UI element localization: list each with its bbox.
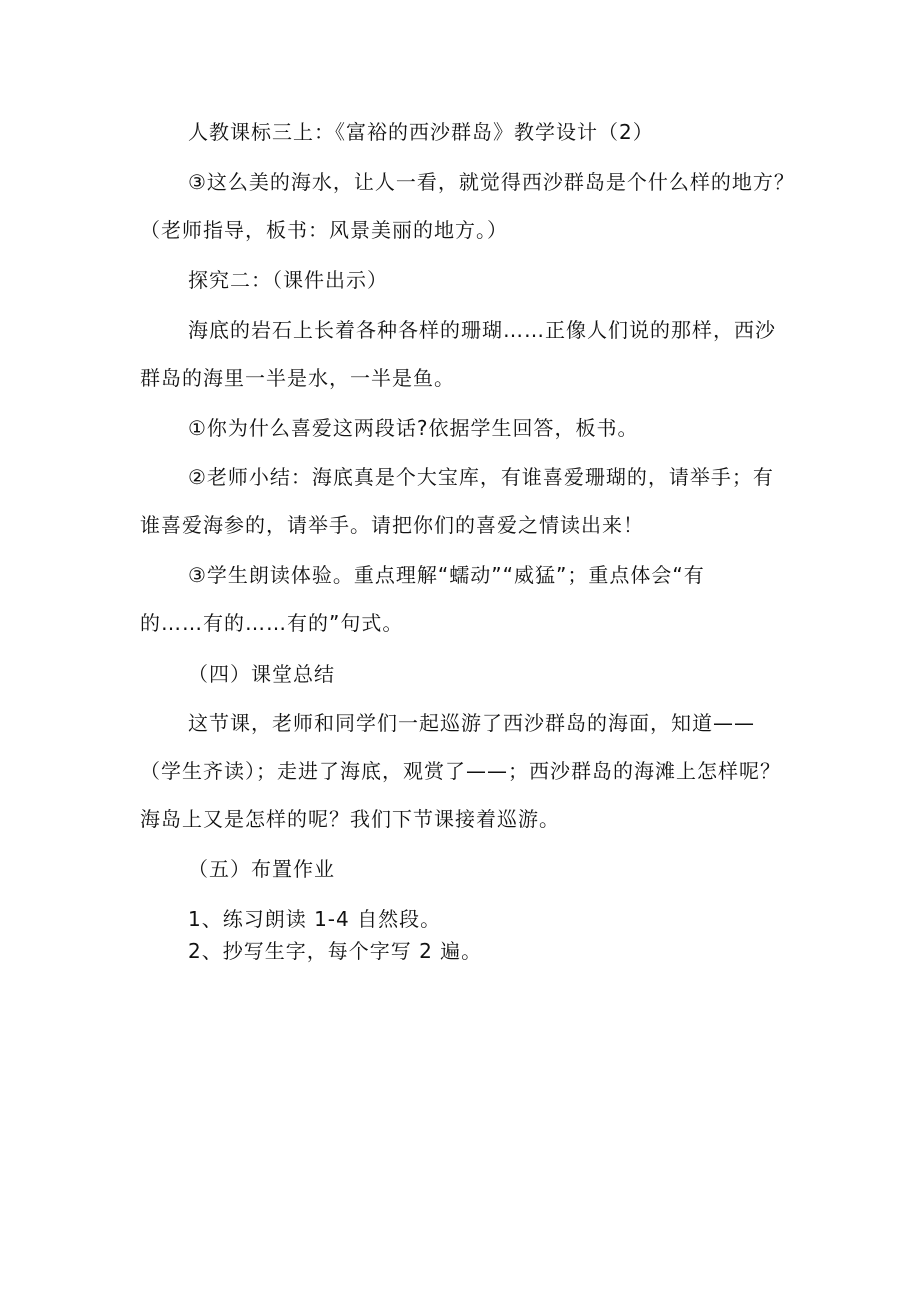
section-heading: 探究二：（课件出示） (188, 268, 388, 292)
paragraph-line: 海岛上又是怎样的呢？我们下节课接着巡游。 (140, 807, 560, 831)
paragraph-line: 海底的岩石上长着各种各样的珊瑚……正像人们说的那样，西沙 (188, 318, 776, 342)
paragraph-line: （学生齐读）；走进了海底，观赏了——；西沙群岛的海滩上怎样呢？ (140, 759, 781, 783)
paragraph-line: 群岛的海里一半是水，一半是鱼。 (140, 366, 455, 390)
paragraph-line: （老师指导，板书：风景美丽的地方。） (140, 218, 508, 242)
paragraph-line: 的……有的……有的”句式。 (140, 611, 404, 635)
list-item: 1、练习朗读 1-4 自然段。 (188, 907, 442, 931)
paragraph-line: ③学生朗读体验。重点理解“蠕动”“威猛”；重点体会“有 (188, 563, 705, 587)
paragraph-line: 这节课，老师和同学们一起巡游了西沙群岛的海面，知道—— (188, 711, 755, 735)
paragraph-line: 谁喜爱海参的，请举手。请把你们的喜爱之情读出来！ (140, 513, 644, 537)
paragraph-line: ②老师小结：海底真是个大宝库，有谁喜爱珊瑚的，请举手；有 (188, 465, 774, 489)
section-heading: （五）布置作业 (188, 857, 335, 881)
section-heading: （四）课堂总结 (188, 662, 335, 686)
paragraph-line: ③这么美的海水，让人一看，就觉得西沙群岛是个什么样的地方？ (188, 170, 795, 194)
list-item: 2、抄写生字，每个字写 2 遍。 (188, 939, 483, 963)
document-title: 人教课标三上：《富裕的西沙群岛》教学设计（2） (188, 120, 654, 144)
paragraph-line: ①你为什么喜爱这两段话?依据学生回答，板书。 (188, 416, 639, 440)
